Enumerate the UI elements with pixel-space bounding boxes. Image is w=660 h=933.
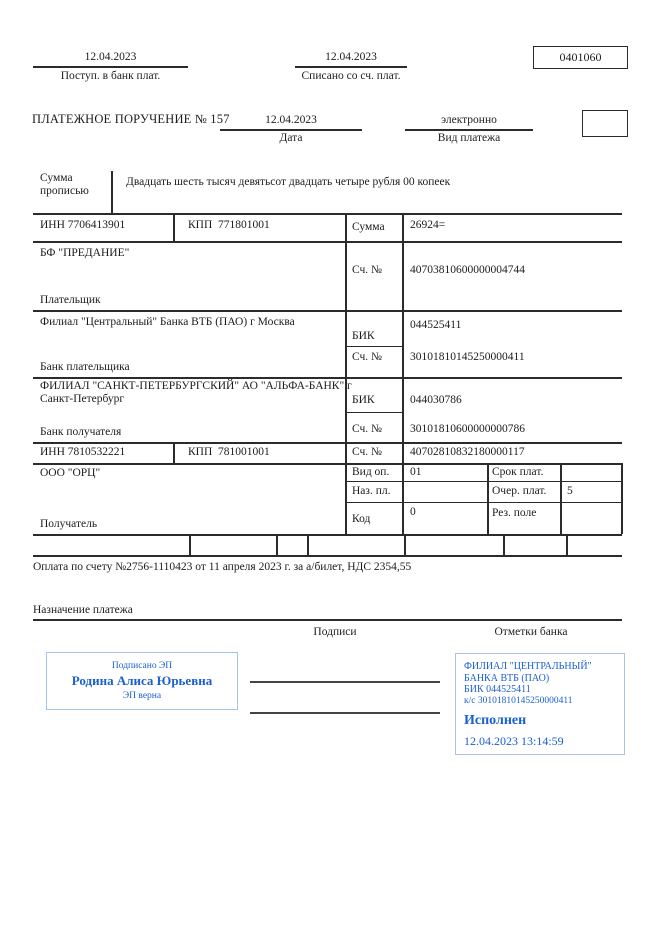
payee-bank-name: ФИЛИАЛ "САНКТ-ПЕТЕРБУРГСКИЙ" АО "АЛЬФА-БАНК" г Санкт-Петербург bbox=[40, 380, 352, 405]
document-date-underline bbox=[220, 129, 362, 131]
purpose-text: Оплата по счету №2756-1110423 от 11 апреля 2023 г. за а/билет, НДС 2354,55 bbox=[33, 561, 412, 573]
bank-marks-header: Отметки банка bbox=[494, 626, 568, 638]
table-line bbox=[503, 534, 505, 555]
reserve-label: Рез. поле bbox=[492, 507, 537, 519]
table-line bbox=[487, 463, 489, 534]
bank-stamp-bank-name: ФИЛИАЛ "ЦЕНТРАЛЬНЫЙ" БАНКА ВТБ (ПАО) bbox=[464, 661, 592, 684]
payer-bank-corr-account: 30101810145250000411 bbox=[410, 351, 525, 363]
payer-bank-bik-label: БИК bbox=[352, 330, 375, 342]
payer-kpp: 771801001 bbox=[218, 219, 270, 231]
purpose-code-label: Наз. пл. bbox=[352, 485, 391, 497]
table-line bbox=[345, 412, 402, 413]
payer-name: БФ "ПРЕДАНИЕ" bbox=[40, 247, 130, 259]
table-line bbox=[276, 534, 278, 555]
table-line bbox=[345, 346, 402, 347]
table-line bbox=[345, 481, 622, 482]
received-date: 12.04.2023 bbox=[84, 51, 137, 63]
payee-bank-corr-account: 30101810600000000786 bbox=[410, 423, 525, 435]
payee-name: ООО "ОРЦ" bbox=[40, 467, 101, 479]
signature-line-1 bbox=[250, 681, 440, 683]
debited-date-label: Списано со сч. плат. bbox=[301, 70, 401, 82]
payer-bank-name: Филиал "Центральный" Банка ВТБ (ПАО) г Москва bbox=[40, 316, 295, 328]
op-type-value: 01 bbox=[410, 466, 422, 478]
payer-inn: ИНН 7706413901 bbox=[40, 219, 126, 231]
payee-bank-bik: 044030786 bbox=[410, 394, 462, 406]
bank-stamp bbox=[455, 653, 625, 755]
document-date-label: Дата bbox=[279, 132, 303, 144]
table-line bbox=[345, 502, 622, 503]
payer-bank-bik: 044525411 bbox=[410, 319, 462, 331]
table-line bbox=[560, 463, 562, 534]
table-line bbox=[33, 555, 622, 557]
payer-account: 40703810600000004744 bbox=[410, 264, 525, 276]
purpose-underline bbox=[33, 619, 622, 621]
payee-inn: ИНН 7810532221 bbox=[40, 446, 126, 458]
table-line bbox=[189, 534, 191, 555]
status-checkbox bbox=[582, 110, 628, 137]
signer-name: Родина Алиса Юрьевна bbox=[71, 673, 213, 688]
document-title: ПЛАТЕЖНОЕ ПОРУЧЕНИЕ № 157 bbox=[32, 112, 230, 126]
form-code-box bbox=[533, 46, 628, 69]
debited-date: 12.04.2023 bbox=[325, 51, 377, 63]
code-label: Код bbox=[352, 513, 371, 525]
purpose-label: Назначение платежа bbox=[33, 604, 133, 616]
payment-kind-underline bbox=[405, 129, 533, 131]
op-type-label: Вид оп. bbox=[352, 466, 390, 478]
payee-kpp-label: КПП bbox=[188, 446, 213, 458]
payee-bank-account-label: Сч. № bbox=[352, 423, 383, 435]
table-line bbox=[33, 213, 622, 215]
bank-stamp-datetime: 12.04.2023 13:14:59 bbox=[464, 733, 564, 748]
received-date-underline bbox=[33, 66, 188, 68]
table-line bbox=[345, 213, 347, 534]
amount-words-label: Сумма прописью bbox=[40, 172, 89, 197]
table-line bbox=[621, 463, 623, 534]
table-line bbox=[33, 463, 622, 465]
table-line bbox=[33, 442, 622, 444]
table-line bbox=[33, 241, 622, 243]
table-line bbox=[307, 534, 309, 555]
table-line bbox=[33, 377, 622, 379]
table-line bbox=[173, 213, 175, 241]
form-code: 0401060 bbox=[559, 50, 602, 64]
received-date-label: Поступ. в банк плат. bbox=[60, 70, 161, 82]
amount-words-value: Двадцать шесть тысяч девятьсот двадцать четыре рубля 00 копеек bbox=[126, 176, 451, 188]
payment-kind-label: Вид платежа bbox=[437, 132, 501, 144]
table-line bbox=[566, 534, 568, 555]
due-label: Срок плат. bbox=[492, 466, 544, 478]
document-date: 12.04.2023 bbox=[265, 114, 317, 126]
sum-label: Сумма bbox=[352, 221, 385, 233]
payer-account-label: Сч. № bbox=[352, 264, 383, 276]
table-line bbox=[33, 310, 622, 312]
table-line bbox=[33, 534, 622, 536]
payment-kind-value: электронно bbox=[441, 114, 497, 126]
priority-value: 5 bbox=[567, 485, 573, 497]
payee-bank-bik-label: БИК bbox=[352, 394, 375, 406]
signature-stamp-line1: Подписано ЭП bbox=[111, 661, 173, 671]
payer-bank-section-label: Банк плательщика bbox=[40, 361, 130, 373]
payer-section-label: Плательщик bbox=[40, 294, 101, 306]
signature-stamp-line3: ЭП верна bbox=[122, 691, 162, 701]
bank-stamp-bik: БИК 044525411 bbox=[464, 684, 531, 695]
debited-date-underline bbox=[295, 66, 407, 68]
table-line bbox=[402, 213, 404, 534]
payee-section-label: Получатель bbox=[40, 518, 98, 530]
bank-stamp-status: Исполнен bbox=[464, 712, 527, 728]
payee-account: 40702810832180000117 bbox=[410, 446, 525, 458]
code-value: 0 bbox=[410, 506, 416, 518]
priority-label: Очер. плат. bbox=[492, 485, 547, 497]
payee-bank-section-label: Банк получателя bbox=[40, 426, 122, 438]
payer-bank-account-label: Сч. № bbox=[352, 351, 383, 363]
sum-value: 26924= bbox=[410, 219, 446, 231]
payee-kpp: 781001001 bbox=[218, 446, 270, 458]
signature-stamp bbox=[46, 652, 238, 710]
payer-kpp-label: КПП bbox=[188, 219, 213, 231]
payee-account-label: Сч. № bbox=[352, 446, 383, 458]
table-line bbox=[404, 534, 406, 555]
signatures-header: Подписи bbox=[313, 626, 357, 638]
table-line bbox=[173, 442, 175, 463]
signature-line-2 bbox=[250, 712, 440, 714]
amount-words-divider bbox=[111, 171, 113, 213]
bank-stamp-corr: к/с 30101810145250000411 bbox=[464, 695, 573, 706]
